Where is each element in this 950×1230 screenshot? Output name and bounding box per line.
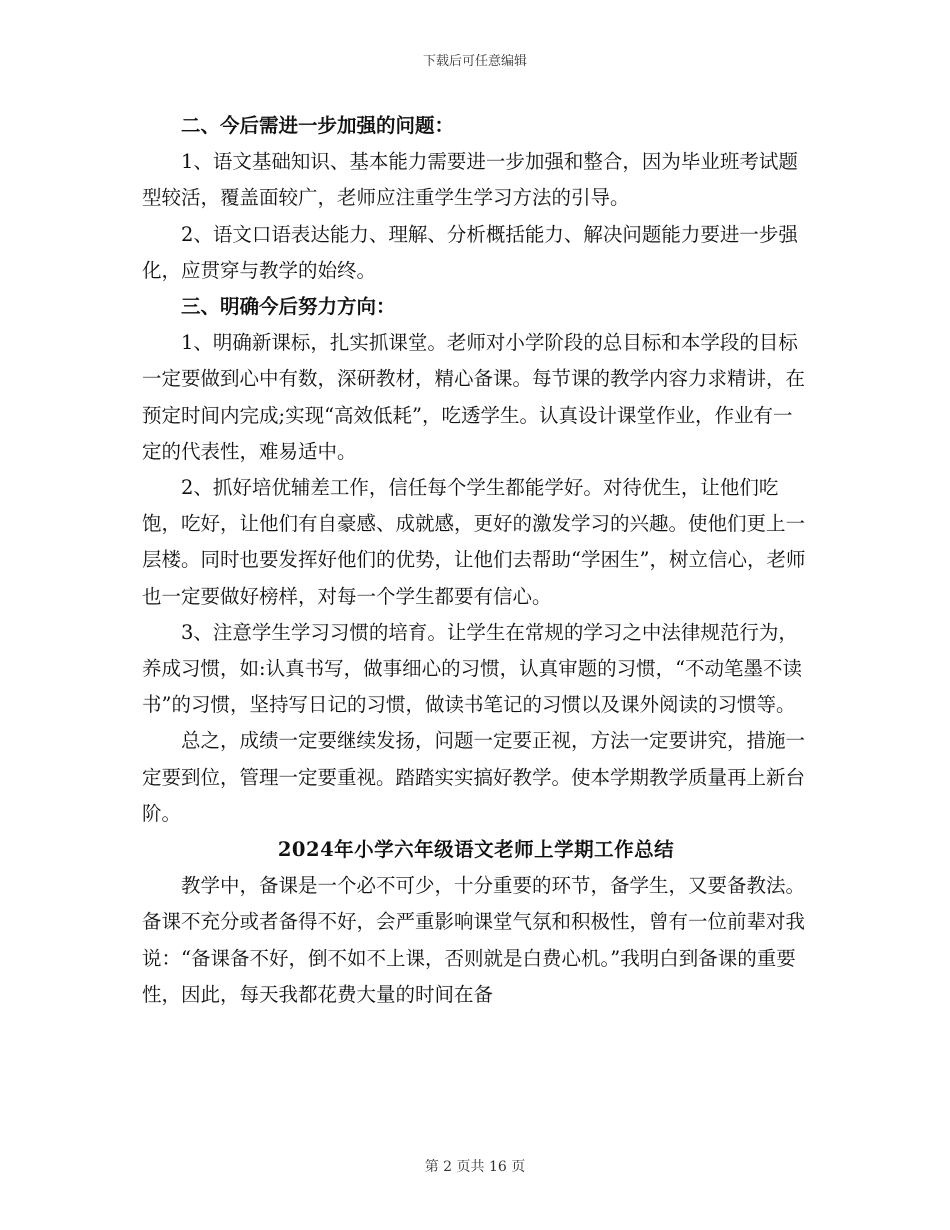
page-header: 下载后可任意编辑 (422, 54, 527, 69)
paragraph-improvement-2: 2、语文口语表达能力、理解、分析概括能力、解决问题能力要进一步强化，应贯穿与教学的始终。 (142, 222, 798, 282)
paragraph-conclusion: 总之，成绩一定要继续发扬，问题一定要正视，方法一定要讲究，措施一定要到位，管理一定要重视。踏踏实实搞好教学。使本学期教学质量再上新台阶。 (142, 729, 806, 825)
paragraph-direction-2: 2、抓好培优辅差工作，信任每个学生都能学好。对待优生，让他们吃饱，吃好，让他们有自豪感、成就感，更好的激发学习的兴趣。使他们更上一层楼。同时也要发挥好他们的优势，让他们去帮助“学困生”，树立信心，老师也一定要做好榜样，对每一个学生都要有信心。 (142, 476, 806, 608)
page-number: 第 2 页共 16 页 (424, 1159, 526, 1175)
paragraph-intro: 教学中，备课是一个必不可少，十分重要的环节，备学生，又要备教法。备课不充分或者备得不好，会严重影响课堂气氛和积极性，曾有一位前辈对我说：“备课备不好，倒不如不上课，否则就是白费心机。”我明白到备课的重要性，因此，每天我都花费大量的时间在备 (142, 874, 806, 1006)
section-heading-direction: 三、明确今后努力方向： (181, 295, 396, 319)
paragraph-improvement-1: 1、语文基础知识、基本能力需要进一步加强和整合，因为毕业班考试题型较活，覆盖面较广，老师应注重学生学习方法的引导。 (142, 150, 798, 210)
paragraph-direction-1: 1、明确新课标，扎实抓课堂。老师对小学阶段的总目标和本学段的目标一定要做到心中有数，深研教材，精心备课。每节课的教学内容力求精讲，在预定时间内完成;实现“高效低耗”，吃透学生。认真设计课堂作业，作业有一定的代表性，难易适中。 (142, 331, 806, 463)
document-body (142, 108, 810, 1013)
paragraph-direction-3: 3、注意学生学习习惯的培育。让学生在常规的学习之中法律规范行为，养成习惯，如:认真书写，做事细心的习惯，认真审题的习惯，“不动笔墨不读书”的习惯，坚持写日记的习惯，做读书笔记的习惯以及课外阅读的习惯等。 (142, 620, 803, 717)
document-title: 2024年小学六年级语文老师上学期工作总结 (277, 838, 675, 862)
section-heading-improvements: 二、今后需进一步加强的问题： (181, 114, 455, 137)
